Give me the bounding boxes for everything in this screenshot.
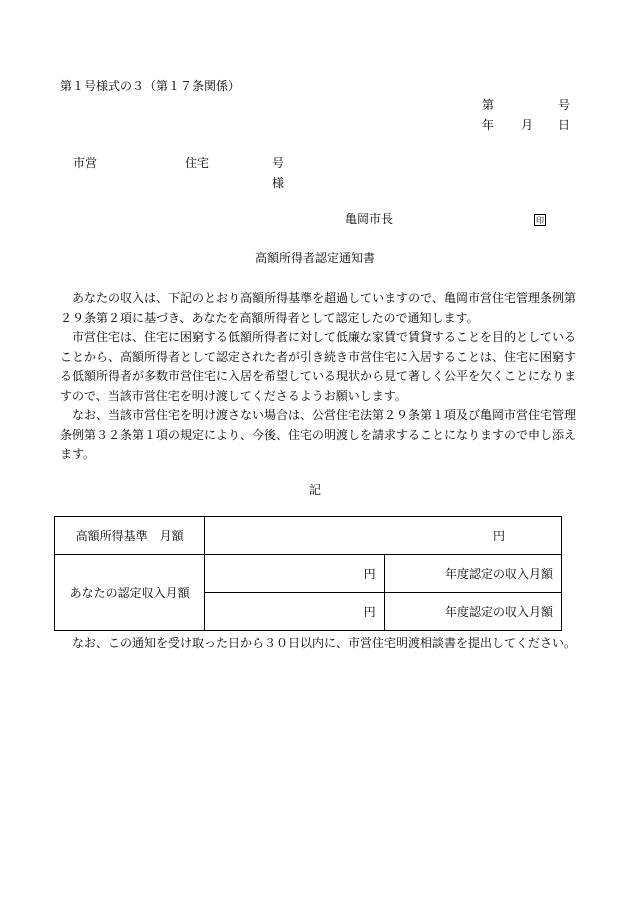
body-paragraph-2: 市営住宅は、住宅に困窮する低額所得者に対して低廉な家賃で賃貸することを目的としていることから、高額所得者として認定された者が引き続き市営住宅に入居することは、住宅に困窮する低額所得者が多数市営住宅に入居を希望している現状から見て著しく公平を欠くことになりますので、当該市営住宅を明け渡してくださるようお願いします。	[60, 330, 577, 403]
seal-icon: 印	[536, 216, 544, 225]
footer-note: なお、この通知を受け取った日から３０日以内に、市営住宅明渡相談書を提出してください。	[72, 636, 577, 650]
number-suffix: 号	[558, 98, 571, 112]
seal-mark	[534, 213, 546, 226]
sender-title: 亀岡市長	[345, 212, 394, 226]
certified-income-label: あなたの認定収入月額	[55, 555, 205, 631]
table-row	[55, 555, 562, 593]
certified-income-note-2: 年度認定の収入月額	[384, 593, 561, 631]
form-label: 第１号様式の３（第１７条関係）	[60, 79, 241, 93]
address-honorific: 様	[272, 176, 285, 190]
income-standard-label: 高額所得基準 月額	[55, 517, 205, 555]
number-prefix: 第	[482, 98, 495, 112]
document-title: 高額所得者認定通知書	[254, 251, 375, 265]
income-standard-value: 円	[205, 517, 562, 555]
certified-income-note-1: 年度認定の収入月額	[384, 555, 561, 593]
body-paragraph-1: あなたの収入は、下記のとおり高額所得基準を超過していますので、亀岡市営住宅管理条例第２９条第２項に基づき、あなたを高額所得者として認定したので通知します。	[60, 291, 576, 325]
date-day: 日	[558, 118, 571, 132]
ki-heading: 記	[308, 483, 321, 497]
table-row	[55, 517, 562, 555]
date-year: 年	[482, 118, 495, 132]
address-prefix: 市営	[73, 156, 98, 170]
body-paragraph-3: なお、当該市営住宅を明け渡さない場合は、公営住宅法第２９条第１項及び亀岡市営住宅管理条例第３２条第１項の規定により、今後、住宅の明渡しを請求することになりますので申し添えます。	[60, 408, 577, 461]
date-month: 月	[521, 118, 534, 132]
certified-income-value-1: 円	[205, 555, 384, 593]
income-table	[54, 516, 562, 631]
certified-income-value-2: 円	[205, 593, 384, 631]
address-room: 号	[272, 156, 285, 170]
address-building: 住宅	[185, 156, 210, 170]
